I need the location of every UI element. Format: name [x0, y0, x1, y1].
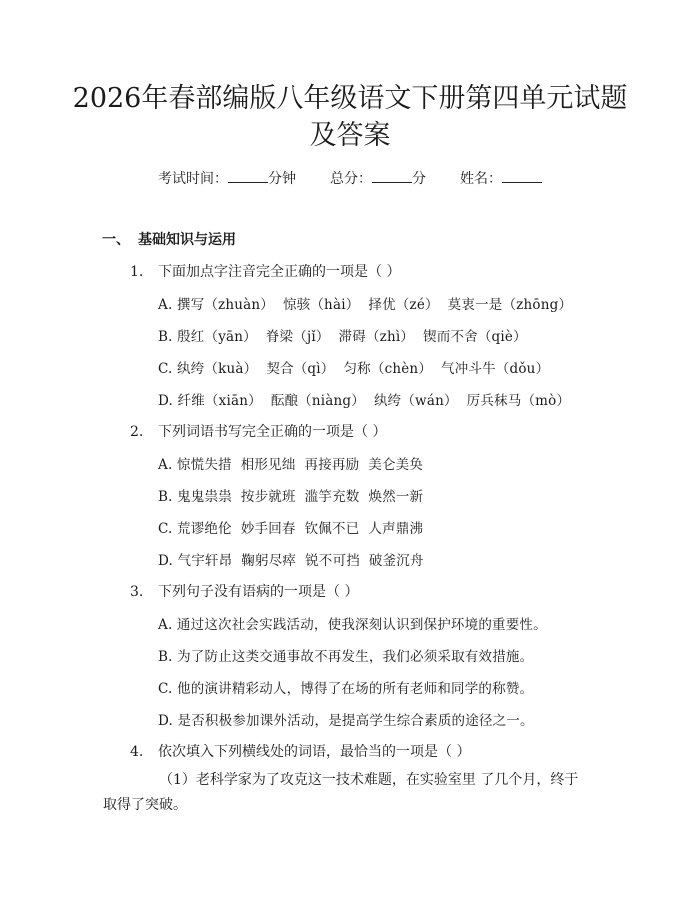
question-4 — [130, 741, 470, 761]
option-c: C. 纨绔（kuà） 契合（qì） 匀称（chèn） 气冲斗牛（dǒu） — [158, 361, 550, 377]
question-text: 下面加点字注音完全正确的一项是（ ） — [158, 264, 401, 280]
question-number: 4. — [130, 744, 144, 760]
section-title: 基础知识与运用 — [138, 232, 236, 248]
name-label: 姓名： — [460, 171, 502, 187]
question-1 — [130, 261, 400, 281]
option-d: D. 气宇轩昂 鞠躬尽瘁 锐不可挡 破釜沉舟 — [158, 553, 424, 569]
section-number: 一、 — [102, 232, 130, 248]
option-b: B. 鬼鬼祟祟 按步就班 滥竽充数 焕然一新 — [158, 489, 424, 505]
score-unit: 分 — [412, 171, 426, 187]
question-number: 2. — [130, 424, 144, 440]
question-number: 1. — [130, 264, 144, 280]
question-text: 下列句子没有语病的一项是（ ） — [158, 584, 359, 600]
question-text: 依次填入下列横线处的词语，最恰当的一项是（ ） — [158, 744, 471, 760]
option-b: B. 为了防止这类交通事故不再发生，我们必须采取有效措施。 — [158, 649, 534, 665]
score-field — [330, 168, 426, 188]
option-c: C. 他的演讲精彩动人，博得了在场的所有老师和同学的称赞。 — [158, 681, 534, 697]
option-d: D. 纤维（xiān） 酝酿（niàng） 纨绔（wán） 厉兵秣马（mò） — [158, 393, 571, 409]
option-a: A. 通过这次社会实践活动，使我深刻认识到保护环境的重要性。 — [158, 617, 547, 633]
option-b: B. 殷红（yān） 脊梁（jǐ） 滞碍（zhì） 锲而不舍（qiè） — [158, 329, 527, 345]
option-d: D. 是否积极参加课外活动，是提高学生综合素质的途径之一。 — [158, 713, 534, 729]
option-a: A. 惊慌失措 相形见绌 再接再励 美仑美奂 — [158, 457, 424, 473]
score-blank[interactable] — [372, 170, 412, 183]
question-text: 下列词语书写完全正确的一项是（ ） — [158, 424, 387, 440]
name-field — [460, 168, 542, 188]
section-heading — [102, 229, 236, 249]
time-blank[interactable] — [228, 170, 268, 183]
question-number: 3. — [130, 584, 144, 600]
option-a: A. 撰写（zhuàn） 惊骇（hài） 择优（zé） 莫衷一是（zhōng） — [158, 297, 573, 313]
exam-meta — [0, 168, 700, 188]
time-field — [158, 168, 296, 188]
option-c: C. 荒谬绝伦 妙手回春 钦佩不已 人声鼎沸 — [158, 521, 424, 537]
name-blank[interactable] — [502, 170, 542, 183]
score-label: 总分： — [330, 171, 372, 187]
time-unit: 分钟 — [268, 171, 296, 187]
time-label: 考试时间： — [158, 171, 228, 187]
fill-in-sentence-1: （1）老科学家为了攻克这一技术难题，在实验室里 了几个月，终于取得了突破。 — [103, 772, 579, 813]
question-3 — [130, 581, 358, 601]
page-title: 2026年春部编版八年级语文下册第四单元试题及答案 — [72, 83, 628, 151]
question-2 — [130, 421, 386, 441]
